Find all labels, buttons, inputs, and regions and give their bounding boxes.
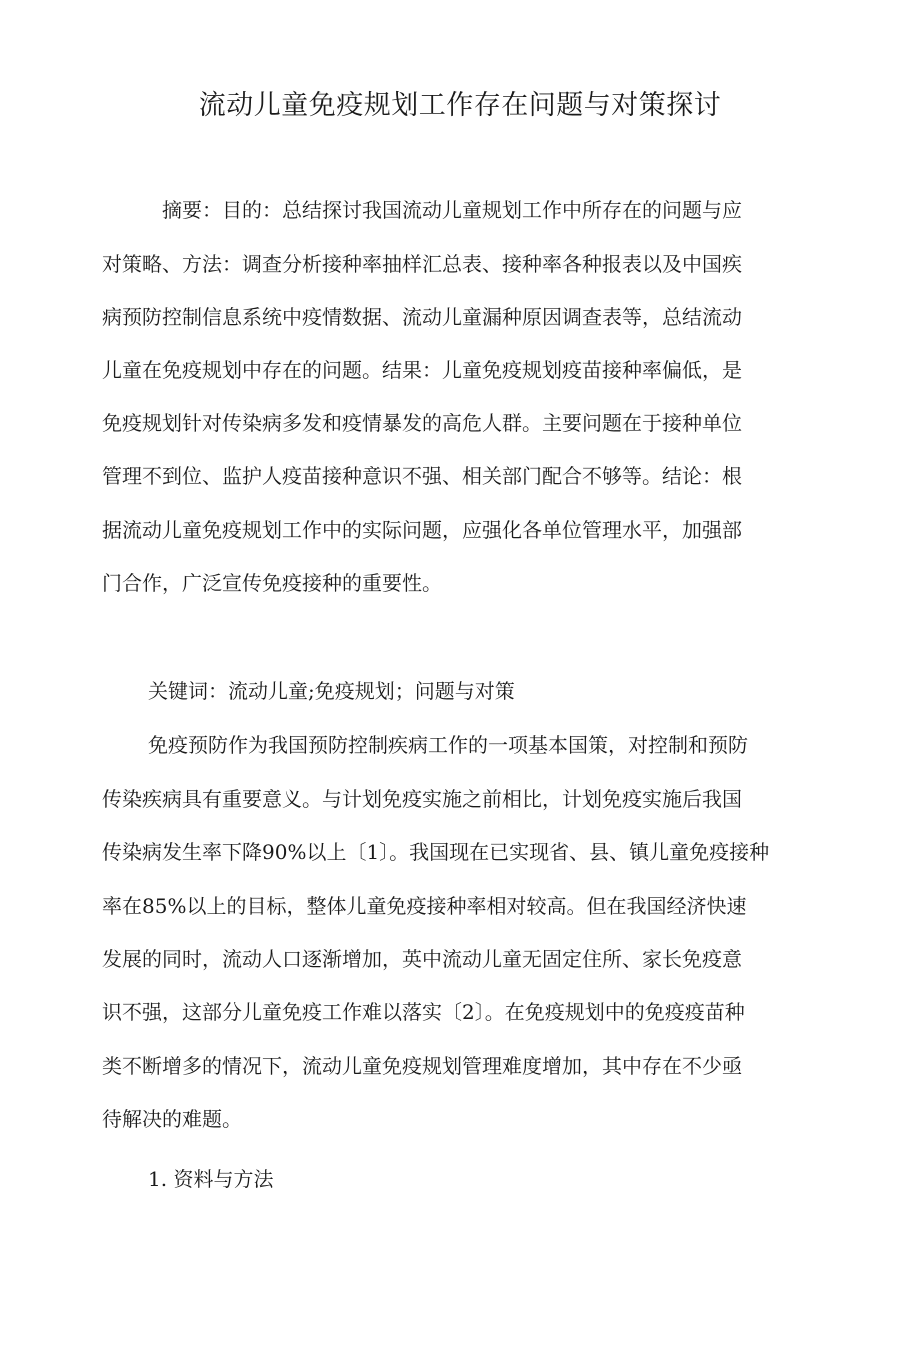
abstract-line: 病预防控制信息系统中疫情数据、流动儿童漏种原因调查表等，总结流动 [102, 305, 742, 329]
intro-line: 率在85%以上的目标，整体儿童免疫接种率相对较高。但在我国经济快速 [102, 894, 747, 918]
abstract-line: 儿童在免疫规划中存在的问题。结果：儿童免疫规划疫苗接种率偏低，是 [102, 358, 742, 382]
abstract-line: 免疫规划针对传染病多发和疫情暴发的高危人群。主要问题在于接种单位 [102, 411, 742, 435]
intro-line: 传染疾病具有重要意义。与计划免疫实施之前相比，计划免疫实施后我国 [102, 787, 742, 811]
abstract-line: 据流动儿童免疫规划工作中的实际问题，应强化各单位管理水平，加强部 [102, 518, 742, 542]
abstract-line: 门合作，广泛宣传免疫接种的重要性。 [102, 571, 442, 595]
intro-line: 发展的同时，流动人口逐渐增加，英中流动儿童无固定住所、家长免疫意 [102, 947, 742, 971]
intro-line: 待解决的难题。 [102, 1107, 242, 1131]
document-title: 流动儿童免疫规划工作存在问题与对策探讨 [198, 90, 722, 121]
abstract-line: 摘要：目的：总结探讨我国流动儿童规划工作中所存在的问题与应 [162, 198, 742, 222]
intro-line: 免疫预防作为我国预防控制疾病工作的一项基本国策，对控制和预防 [148, 733, 748, 757]
intro-line: 类不断增多的情况下，流动儿童免疫规划管理难度增加，其中存在不少亟 [102, 1054, 742, 1078]
intro-line: 识不强，这部分儿童免疫工作难以落实〔2〕。在免疫规划中的免疫疫苗种 [102, 1000, 745, 1024]
keywords-line: 关键词：流动儿童;免疫规划；问题与对策 [148, 679, 515, 703]
abstract-line: 管理不到位、监护人疫苗接种意识不强、相关部门配合不够等。结论：根 [102, 464, 742, 488]
section-heading: 1. 资料与方法 [148, 1167, 274, 1191]
intro-line: 传染病发生率下降90%以上〔1〕。我国现在已实现省、县、镇儿童免疫接种 [102, 840, 770, 864]
abstract-line: 对策略、方法：调查分析接种率抽样汇总表、接种率各种报表以及中国疾 [102, 252, 742, 276]
